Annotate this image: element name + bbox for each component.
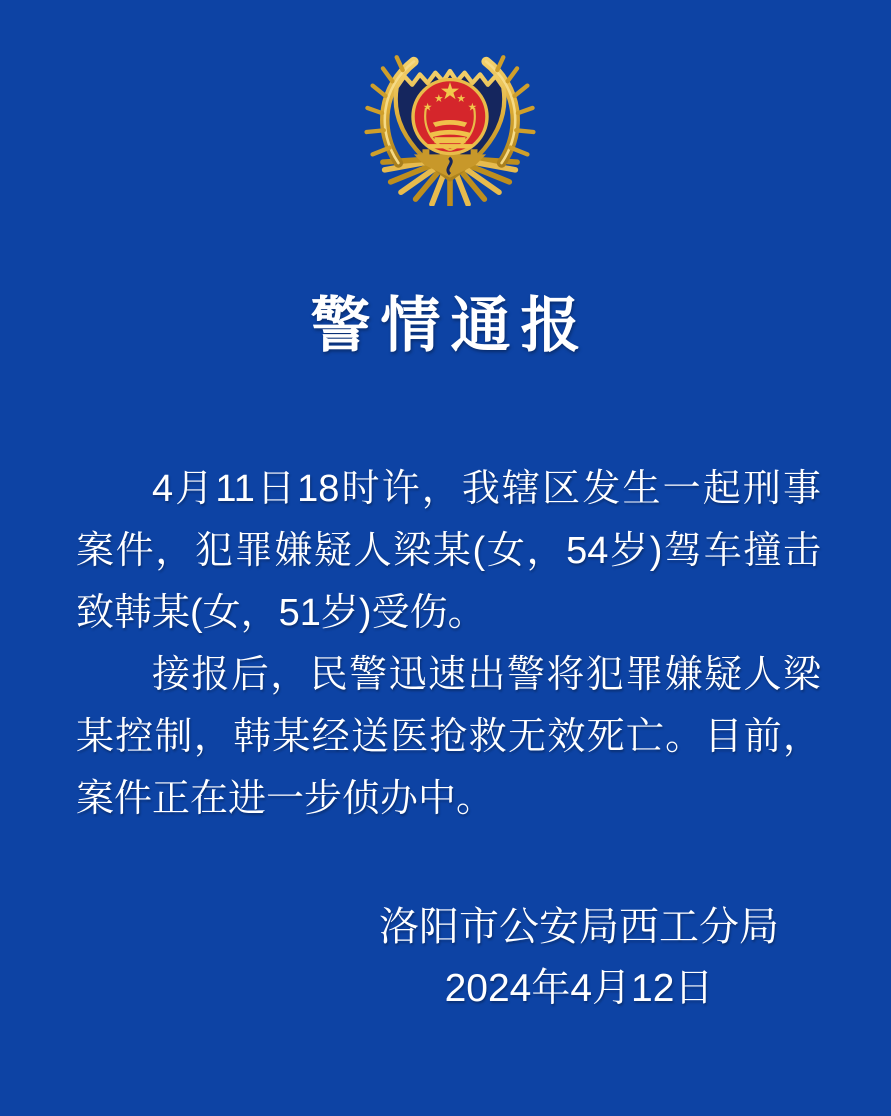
signature-date: 2024年4月12日 xyxy=(444,967,714,1010)
badge-gate xyxy=(428,120,473,148)
police-emblem-icon xyxy=(364,34,536,206)
signature-block xyxy=(379,896,779,1020)
police-emblem-svg xyxy=(364,34,536,206)
notice-title: 警情通报 xyxy=(310,292,591,359)
notice-body xyxy=(76,458,821,830)
body-paragraph-1: 4月11日18时许，我辖区发生一起刑事案件，犯罪嫌疑人梁某(女，54岁)驾车撞击致韩某(女，51岁)受伤。 xyxy=(76,468,821,634)
body-paragraph-2: 接报后，民警迅速出警将犯罪嫌疑人梁某控制，韩某经送医抢救无效死亡。目前，案件正在进一步侦办中。 xyxy=(76,654,821,820)
signature-agency: 洛阳市公安局西工分局 xyxy=(379,905,779,949)
